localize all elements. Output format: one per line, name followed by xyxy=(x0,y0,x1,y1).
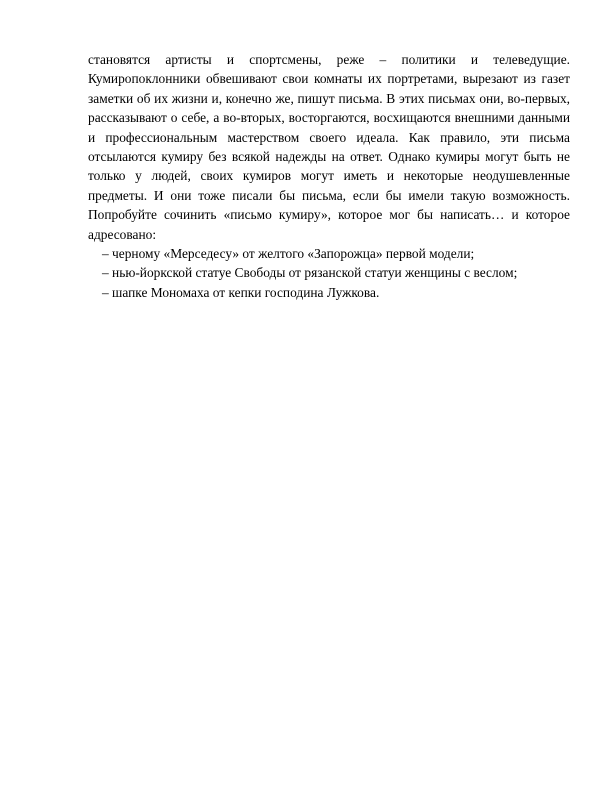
list-item: – нью-йоркской статуе Свободы от рязанской статуи женщины с веслом; xyxy=(102,265,518,281)
list-item: – шапке Мономаха от кепки господина Лужкова. xyxy=(102,284,380,300)
recipient-list xyxy=(88,244,570,302)
body-paragraph: становятся артисты и спортсмены, реже – политики и телеведущие. Кумиропоклонники обвешивают свои комнаты их портретами, вырезают из газет заметки об их жизни и, конечно же, пишут письма. В этих письмах они, во-первых, рассказывают о себе, а во-вторых, восторгаются, восхищаются внешними данными и профессиональным мастерством своего идеала. Как правило, эти письма отсылаются кумиру без всякой надежды на ответ. Однако кумиры могут быть не только у людей, своих кумиров могут иметь и некоторые неодушевленные предметы. И они тоже писали бы письма, если бы имели такую возможность. Попробуйте сочинить «письмо кумиру», которое мог бы написать… и которое адресовано: xyxy=(88,52,570,242)
text-block xyxy=(88,50,570,302)
list-item: – черному «Мерседесу» от желтого «Запорожца» первой модели; xyxy=(102,246,475,262)
